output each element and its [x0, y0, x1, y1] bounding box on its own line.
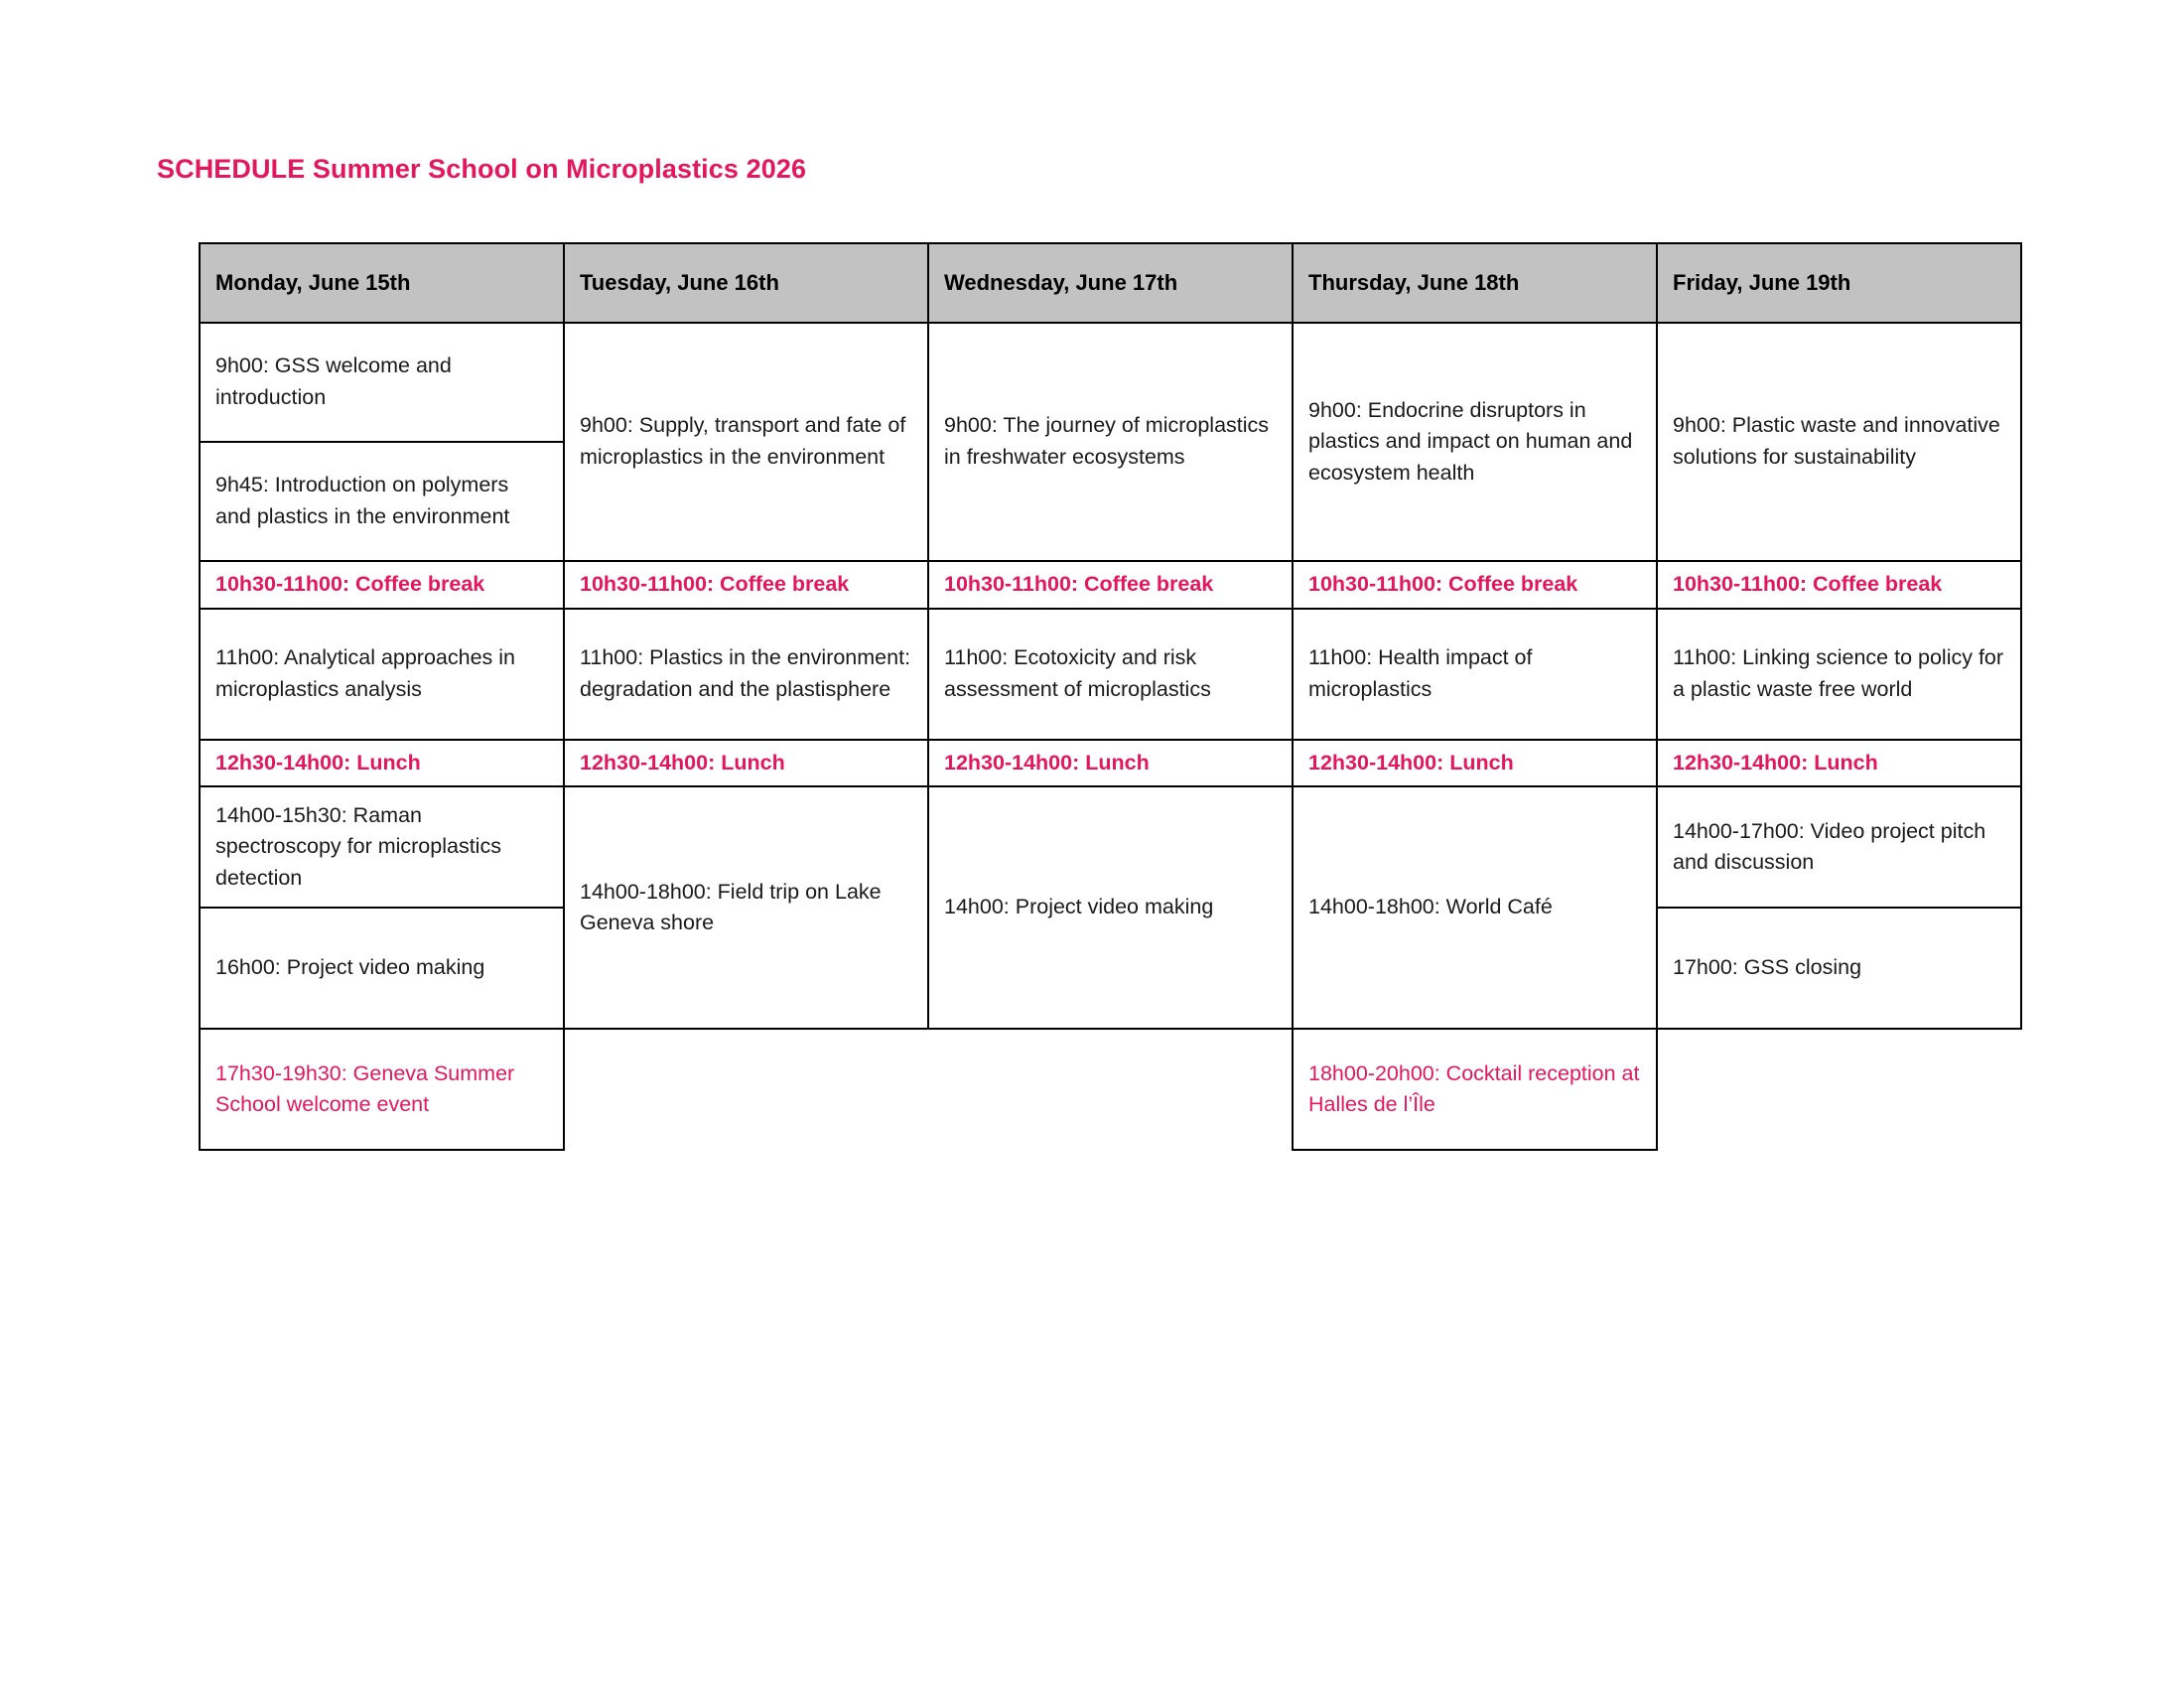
- cell-wednesday-morning: 9h00: The journey of microplastics in freshwater ecosystems: [928, 323, 1293, 561]
- cell-tuesday-evening: [564, 1029, 928, 1150]
- table-row-afternoon-a: [200, 786, 2021, 908]
- day-header-thursday: Thursday, June 18th: [1293, 243, 1657, 323]
- cell-wednesday-late-morning: 11h00: Ecotoxicity and risk assessment of microplastics: [928, 609, 1293, 740]
- table-row-coffee-break: [200, 561, 2021, 609]
- cell-friday-coffee-break: 10h30-11h00: Coffee break: [1657, 561, 2021, 609]
- cell-monday-morning-1: 9h00: GSS welcome and introduction: [200, 323, 564, 442]
- cell-tuesday-afternoon: 14h00-18h00: Field trip on Lake Geneva shore: [564, 786, 928, 1029]
- table-row-morning-a: [200, 323, 2021, 442]
- cell-tuesday-coffee-break: 10h30-11h00: Coffee break: [564, 561, 928, 609]
- cell-wednesday-evening: [928, 1029, 1293, 1150]
- cell-friday-lunch: 12h30-14h00: Lunch: [1657, 740, 2021, 787]
- cell-monday-coffee-break: 10h30-11h00: Coffee break: [200, 561, 564, 609]
- cell-friday-afternoon-2: 17h00: GSS closing: [1657, 908, 2021, 1029]
- cell-wednesday-afternoon: 14h00: Project video making: [928, 786, 1293, 1029]
- cell-thursday-lunch: 12h30-14h00: Lunch: [1293, 740, 1657, 787]
- cell-thursday-late-morning: 11h00: Health impact of microplastics: [1293, 609, 1657, 740]
- cell-monday-lunch: 12h30-14h00: Lunch: [200, 740, 564, 787]
- cell-thursday-coffee-break: 10h30-11h00: Coffee break: [1293, 561, 1657, 609]
- cell-friday-afternoon-1: 14h00-17h00: Video project pitch and discussion: [1657, 786, 2021, 908]
- cell-monday-late-morning: 11h00: Analytical approaches in microplastics analysis: [200, 609, 564, 740]
- cell-friday-late-morning: 11h00: Linking science to policy for a plastic waste free world: [1657, 609, 2021, 740]
- table-header-row: [200, 243, 2021, 323]
- cell-thursday-morning: 9h00: Endocrine disruptors in plastics and impact on human and ecosystem health: [1293, 323, 1657, 561]
- table-row-late-morning: [200, 609, 2021, 740]
- cell-monday-afternoon-2: 16h00: Project video making: [200, 908, 564, 1029]
- cell-thursday-afternoon: 14h00-18h00: World Café: [1293, 786, 1657, 1029]
- table-row-evening: [200, 1029, 2021, 1150]
- day-header-friday: Friday, June 19th: [1657, 243, 2021, 323]
- cell-tuesday-lunch: 12h30-14h00: Lunch: [564, 740, 928, 787]
- cell-monday-morning-2: 9h45: Introduction on polymers and plastics in the environment: [200, 442, 564, 561]
- cell-tuesday-morning: 9h00: Supply, transport and fate of microplastics in the environment: [564, 323, 928, 561]
- table-row-lunch: [200, 740, 2021, 787]
- cell-wednesday-lunch: 12h30-14h00: Lunch: [928, 740, 1293, 787]
- cell-monday-afternoon-1: 14h00-15h30: Raman spectroscopy for microplastics detection: [200, 786, 564, 908]
- page-title: SCHEDULE Summer School on Microplastics 2026: [157, 154, 807, 184]
- day-header-tuesday: Tuesday, June 16th: [564, 243, 928, 323]
- day-header-monday: Monday, June 15th: [200, 243, 564, 323]
- cell-wednesday-coffee-break: 10h30-11h00: Coffee break: [928, 561, 1293, 609]
- cell-monday-evening: 17h30-19h30: Geneva Summer School welcome event: [200, 1029, 564, 1150]
- cell-friday-morning: 9h00: Plastic waste and innovative solutions for sustainability: [1657, 323, 2021, 561]
- day-header-wednesday: Wednesday, June 17th: [928, 243, 1293, 323]
- cell-tuesday-late-morning: 11h00: Plastics in the environment: degradation and the plastisphere: [564, 609, 928, 740]
- cell-thursday-evening: 18h00-20h00: Cocktail reception at Halles de l’Île: [1293, 1029, 1657, 1150]
- schedule-table: [199, 242, 2022, 1151]
- cell-friday-evening: [1657, 1029, 2021, 1150]
